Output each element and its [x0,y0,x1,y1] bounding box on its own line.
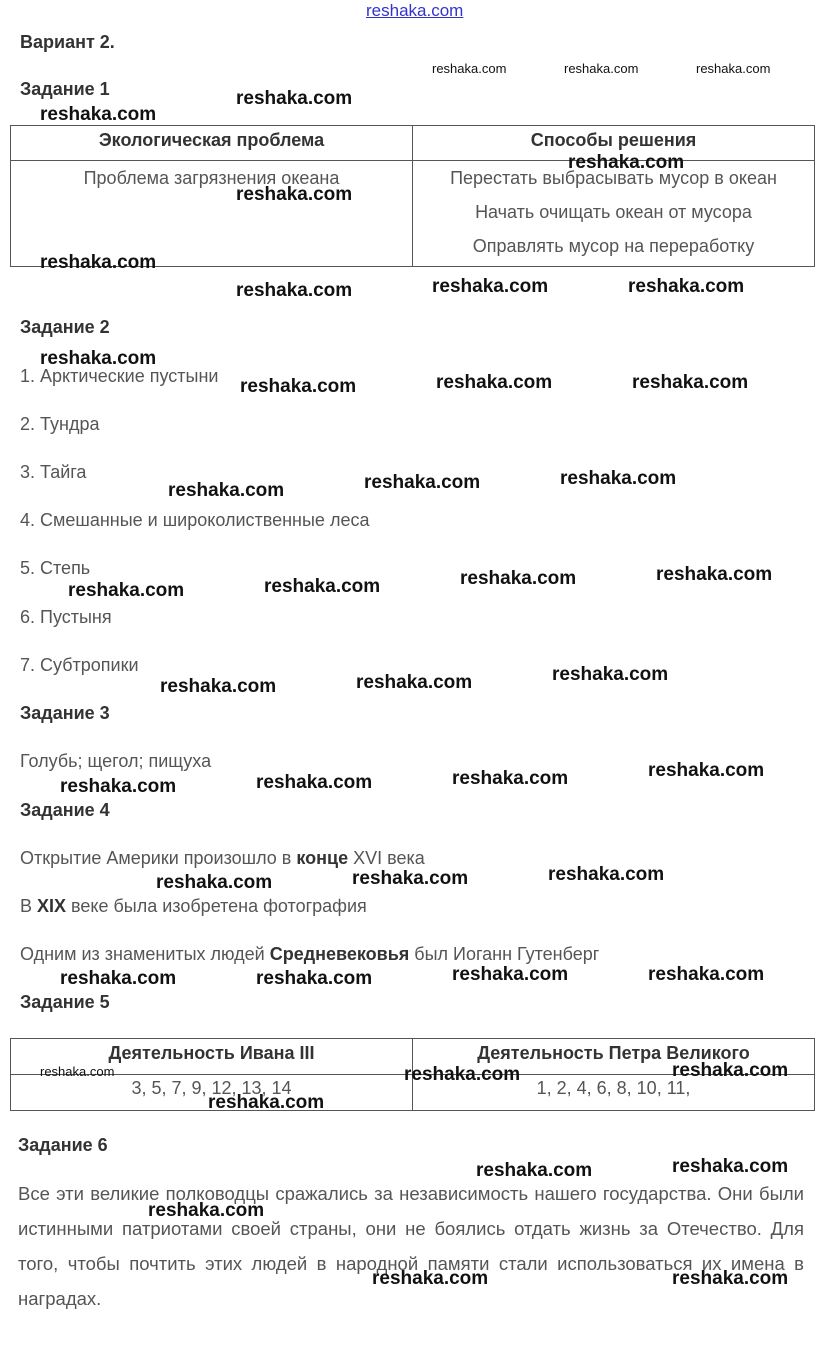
task5-peter-cell: 1, 2, 4, 6, 8, 10, 11, [413,1075,815,1111]
watermark: reshaka.com [476,1160,593,1181]
watermark: reshaka.com [452,964,569,985]
task4-heading: Задание 4 [20,800,110,820]
watermark: reshaka.com [264,576,381,597]
watermark: reshaka.com [156,872,273,893]
watermark: reshaka.com [352,868,469,889]
watermark: reshaka.com [628,276,745,297]
watermark: reshaka.com [432,61,507,76]
watermark: reshaka.com [432,276,549,297]
task2-item-1: 1. Арктические пустыни [20,366,219,386]
task6-heading: Задание 6 [18,1135,108,1155]
task1-solutions-cell [413,161,815,267]
watermark: reshaka.com [40,104,157,125]
watermark: reshaka.com [560,468,677,489]
watermark: reshaka.com [236,88,353,109]
watermark: reshaka.com [552,664,669,685]
task2-item-7: 7. Субтропики [20,655,139,675]
watermark: reshaka.com [60,776,177,797]
task1-solution-3: Оправлять мусор на переработку [472,236,755,256]
task5-col-peter: Деятельность Петра Великого [413,1039,815,1075]
task2-item-4: 4. Смешанные и широколиственные леса [20,510,370,530]
task1-heading: Задание 1 [20,79,110,99]
task4-line-1: Открытие Америки произошло в конце XVI века [20,848,425,868]
watermark: reshaka.com [68,580,185,601]
watermark: reshaka.com [672,1156,789,1177]
task1-solution-2: Начать очищать океан от мусора [475,202,752,222]
watermark: reshaka.com [452,768,569,789]
watermark: reshaka.com [256,772,373,793]
variant-title: Вариант 2. [20,32,115,52]
watermark: reshaka.com [672,1060,789,1081]
task1-col-problem: Экологическая проблема [11,126,413,161]
watermark: reshaka.com [364,472,481,493]
task6-text: Все эти великие полководцы сражались за независимость нашего государства. Они были истинными патриотами своей страны, они не боялись отдать жизнь за Отечество. Для того, чтобы почтить этих людей в народной памяти стали использоваться их имена в наградах. [18,1183,804,1309]
watermark: reshaka.com [632,372,749,393]
task5-heading: Задание 5 [20,992,110,1012]
task2-item-6: 6. Пустыня [20,607,112,627]
watermark: reshaka.com [236,184,353,205]
watermark: reshaka.com [460,568,577,589]
watermark: reshaka.com [656,564,773,585]
task5-col-ivan: Деятельность Ивана III [11,1039,413,1075]
task4-line-3: Одним из знаменитых людей Средневековья был Иоганн Гутенберг [20,944,600,964]
watermark: reshaka.com [40,1064,115,1079]
task2-heading: Задание 2 [20,317,110,337]
watermark: reshaka.com [436,372,553,393]
watermark: reshaka.com [648,964,765,985]
task1-problem: Проблема загрязнения океана [83,168,340,188]
watermark: reshaka.com [548,864,665,885]
watermark: reshaka.com [648,760,765,781]
watermark: reshaka.com [372,1268,489,1289]
watermark: reshaka.com [236,280,353,301]
watermark: reshaka.com [696,61,771,76]
watermark: reshaka.com [40,252,157,273]
watermark: reshaka.com [564,61,639,76]
watermark: reshaka.com [40,348,157,369]
task2-item-2: 2. Тундра [20,414,100,434]
site-link[interactable]: reshaka.com [366,1,464,20]
task1-table [10,125,815,267]
watermark: reshaka.com [148,1200,265,1221]
task2-item-3: 3. Тайга [20,462,87,482]
watermark: reshaka.com [208,1092,325,1113]
task5-ivan-cell: 3, 5, 7, 9, 12, 13, 14 [11,1075,413,1111]
watermark: reshaka.com [160,676,277,697]
watermark: reshaka.com [60,968,177,989]
watermark: reshaka.com [672,1268,789,1289]
watermark: reshaka.com [256,968,373,989]
task1-col-solutions: Способы решения [413,126,815,161]
watermark: reshaka.com [356,672,473,693]
task3-heading: Задание 3 [20,703,110,723]
watermark: reshaka.com [240,376,357,397]
watermark: reshaka.com [568,152,685,173]
task1-solution-1: Перестать выбрасывать мусор в океан [450,168,777,188]
task4-line-2: В XIX веке была изобретена фотография [20,896,367,916]
task2-item-5: 5. Степь [20,558,91,578]
watermark: reshaka.com [168,480,285,501]
task1-problem-cell [11,161,413,267]
task3-answer: Голубь; щегол; пищуха [20,751,212,771]
watermark: reshaka.com [404,1064,521,1085]
